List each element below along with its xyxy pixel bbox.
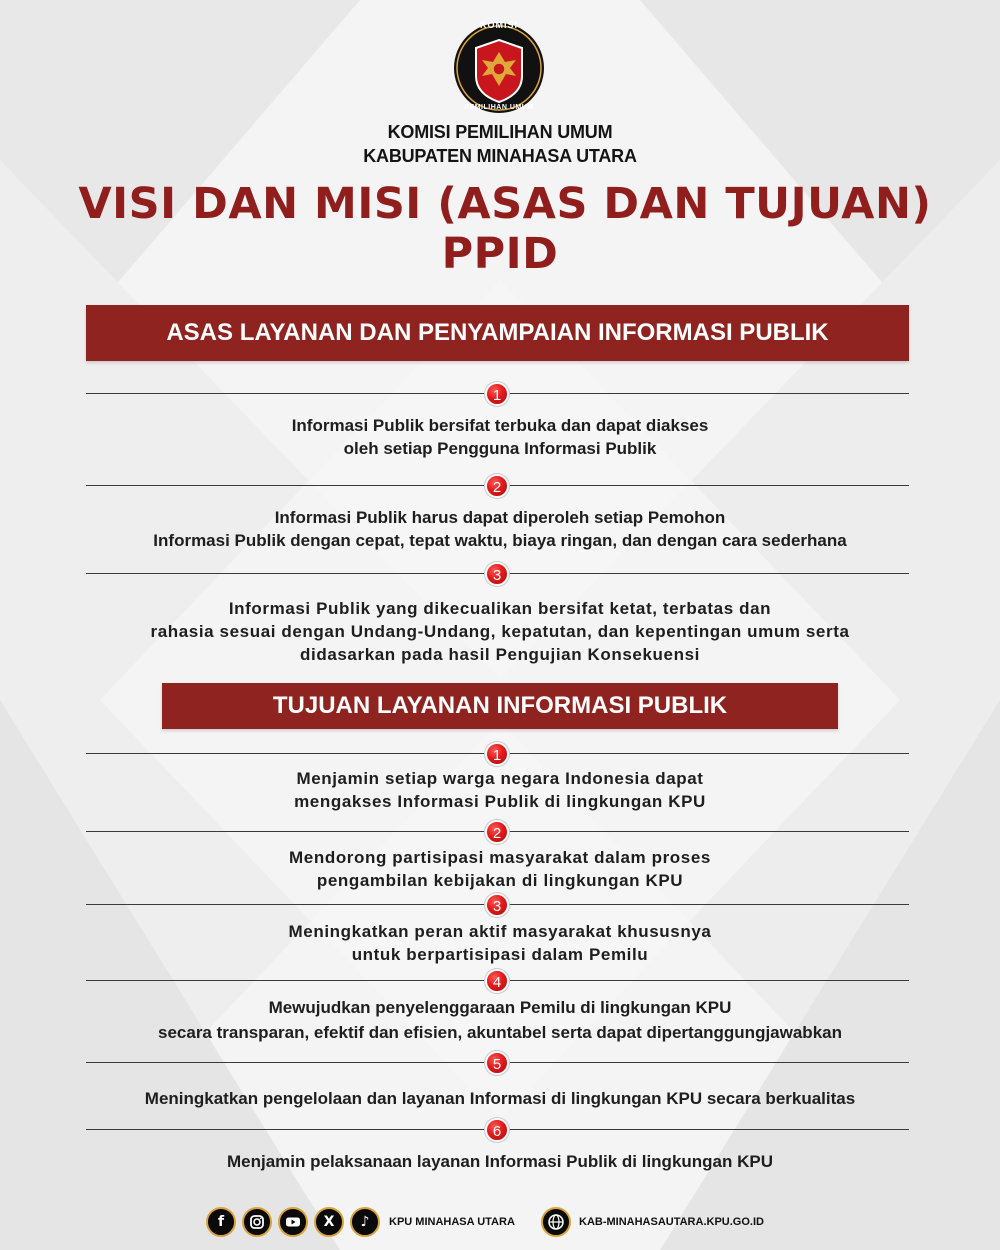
number-badge: 1 <box>485 382 509 406</box>
asas-separator-3 <box>86 562 909 586</box>
tujuan-item-4 <box>60 995 940 1045</box>
social-handle: KPU MINAHASA UTARA <box>389 1216 515 1228</box>
org-name-line1: KOMISI PEMILIHAN UMUM <box>387 122 613 142</box>
number-badge: 3 <box>485 893 509 917</box>
website-link[interactable]: KAB-MINAHASAUTARA.KPU.GO.ID <box>579 1216 764 1228</box>
kpu-logo <box>452 18 546 118</box>
tiktok-icon[interactable]: ♪ <box>350 1207 380 1237</box>
tujuan-separator-3 <box>86 893 909 917</box>
asas-item-1 <box>60 414 940 460</box>
asas-heading: ASAS LAYANAN DAN PENYAMPAIAN INFORMASI PUBLIK <box>86 305 909 361</box>
tujuan-item-5 <box>60 1087 940 1110</box>
tujuan-item-6 <box>60 1150 940 1173</box>
tujuan-separator-4 <box>86 969 909 993</box>
item-text: Meningkatkan peran aktif masyarakat khususnya <box>288 922 712 941</box>
tujuan-separator-5 <box>86 1051 909 1075</box>
item-text: Menjamin pelaksanaan layanan Informasi Publik di lingkungan KPU <box>226 1152 774 1171</box>
item-text: secara transparan, efektif dan efisien, akuntabel serta dapat dipertanggungjawabkan <box>158 1023 842 1042</box>
item-text: rahasia sesuai dengan Undang-Undang, kepatutan, dan kepentingan umum serta <box>150 622 850 641</box>
tujuan-separator-2 <box>86 820 909 844</box>
asas-separator-2 <box>86 474 909 498</box>
item-text: mengakses Informasi Publik di lingkungan KPU <box>294 792 706 811</box>
tujuan-separator-6 <box>86 1118 909 1142</box>
tujuan-item-1 <box>60 767 940 813</box>
youtube-icon[interactable] <box>278 1207 308 1237</box>
tujuan-item-3 <box>60 920 940 966</box>
number-badge: 3 <box>485 562 509 586</box>
x-icon[interactable]: X <box>314 1207 344 1237</box>
globe-icon <box>541 1207 571 1237</box>
number-badge: 1 <box>485 742 509 766</box>
page-title-line1: VISI DAN MISI (ASAS DAN TUJUAN) <box>78 179 932 229</box>
footer <box>0 1205 1000 1241</box>
tujuan-heading: TUJUAN LAYANAN INFORMASI PUBLIK <box>162 683 838 729</box>
logo-text-bottom: PEMILIHAN UMUM <box>464 104 534 111</box>
item-text: Informasi Publik harus dapat diperoleh setiap Pemohon <box>274 508 726 527</box>
asas-item-2 <box>60 506 940 552</box>
item-text: Meningkatkan pengelolaan dan layanan Informasi di lingkungan KPU secara berkualitas <box>144 1089 856 1108</box>
instagram-icon[interactable] <box>242 1207 272 1237</box>
item-text: pengambilan kebijakan di lingkungan KPU <box>316 871 684 890</box>
item-text: untuk berpartisipasi dalam Pemilu <box>351 945 649 964</box>
page-title-line2: PPID <box>441 229 559 279</box>
logo-text-top: KOMISI <box>479 20 518 30</box>
tujuan-item-2 <box>60 846 940 892</box>
item-text: Informasi Publik dengan cepat, tepat waktu, biaya ringan, dan dengan cara sederhana <box>153 531 847 550</box>
asas-separator-1 <box>86 382 909 406</box>
item-text: Informasi Publik bersifat terbuka dan dapat diakses <box>291 416 709 435</box>
item-text: Mendorong partisipasi masyarakat dalam proses <box>289 848 711 867</box>
item-text: Mewujudkan penyelenggaraan Pemilu di lingkungan KPU <box>268 998 732 1017</box>
item-text: oleh setiap Pengguna Informasi Publik <box>343 439 657 458</box>
item-text: didasarkan pada hasil Pengujian Konsekuensi <box>300 645 700 664</box>
tujuan-separator-1 <box>86 742 909 766</box>
item-text: Informasi Publik yang dikecualikan bersifat ketat, terbatas dan <box>228 599 772 618</box>
item-text: Menjamin setiap warga negara Indonesia dapat <box>296 769 704 788</box>
number-badge: 4 <box>485 969 509 993</box>
number-badge: 6 <box>485 1118 509 1142</box>
asas-item-3 <box>60 597 940 666</box>
org-name-line2: KABUPATEN MINAHASA UTARA <box>363 146 637 166</box>
facebook-icon[interactable]: f <box>206 1207 236 1237</box>
number-badge: 5 <box>485 1051 509 1075</box>
number-badge: 2 <box>485 820 509 844</box>
number-badge: 2 <box>485 474 509 498</box>
